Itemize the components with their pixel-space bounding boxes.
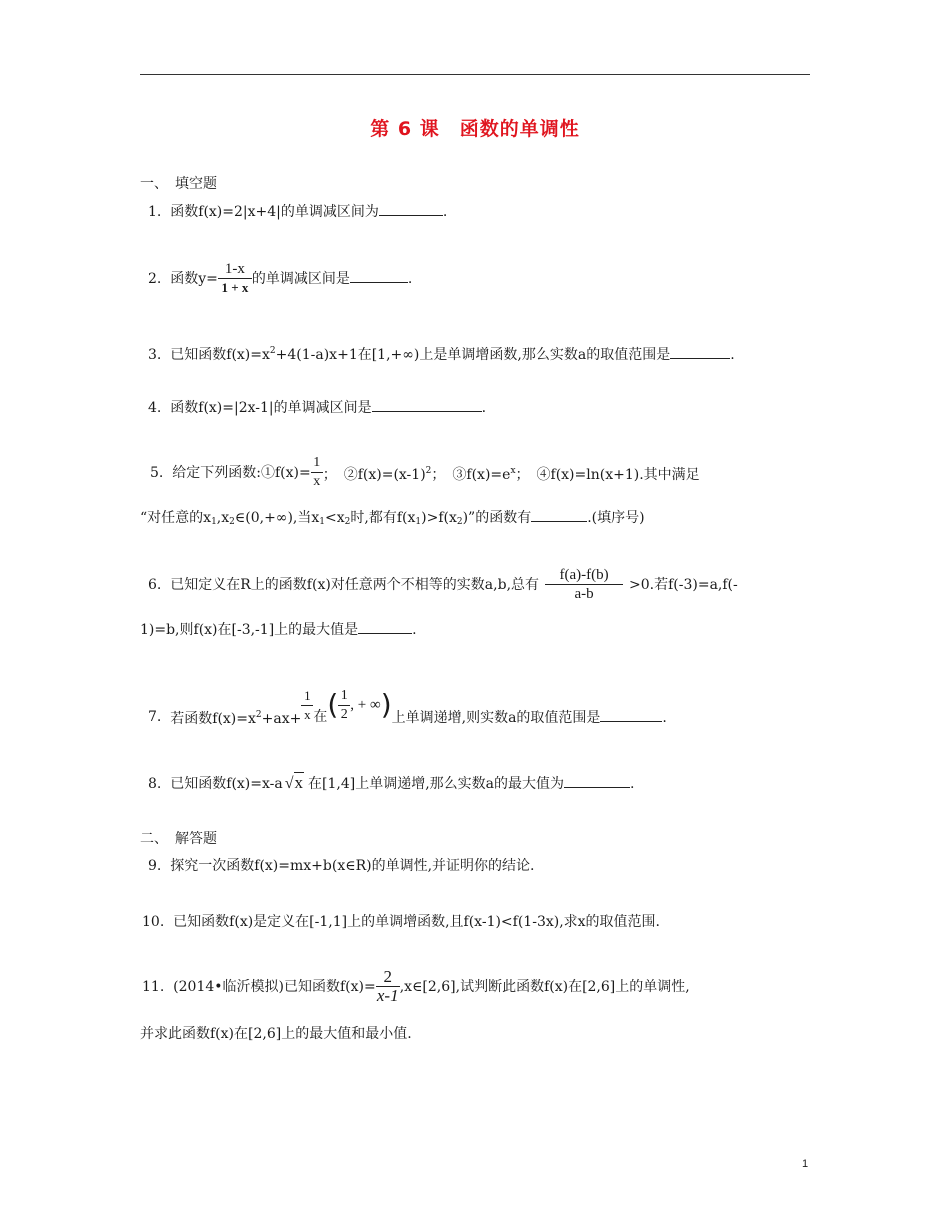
q6-pre: 已知定义在R上的函数f(x)对任意两个不相等的实数a,b,总有 bbox=[170, 576, 540, 593]
q7-interval-denominator: 2 bbox=[340, 706, 348, 722]
q9-number: 9. bbox=[148, 858, 162, 874]
page-title: 第 6 课 函数的单调性 bbox=[370, 118, 580, 140]
q5-sub1: 1 bbox=[211, 517, 217, 527]
question-4 bbox=[148, 398, 486, 418]
question-8 bbox=[148, 773, 634, 794]
q11-frac-numerator: 2 bbox=[383, 967, 392, 986]
q5-sub5: 1 bbox=[415, 517, 422, 527]
q11-frac-denominator: x-1 bbox=[376, 986, 399, 1005]
q5-l2b: ,x bbox=[216, 510, 230, 526]
q2-end: . bbox=[407, 271, 413, 287]
q6-end: . bbox=[412, 622, 417, 638]
question-10 bbox=[142, 912, 660, 932]
q5-l2f: )>f(x bbox=[421, 510, 457, 526]
question-3 bbox=[148, 341, 735, 365]
question-6-line-2 bbox=[140, 620, 417, 640]
q4-text: 函数f(x)=|2x-1|的单调减区间是 bbox=[170, 400, 372, 416]
q3-post: +4(1-a)x+1在[1,+∞)上是单调增函数,那么实数a的取值范围是 bbox=[275, 347, 671, 363]
q4-end: . bbox=[481, 400, 487, 416]
q2-number: 2. bbox=[148, 270, 162, 287]
question-1 bbox=[148, 202, 447, 222]
q8-sqrt bbox=[285, 773, 304, 794]
q7-interval bbox=[327, 687, 391, 724]
q7-mid: +ax+ bbox=[261, 711, 302, 727]
q7-pre: 若函数f(x)=x bbox=[170, 711, 256, 727]
q2-frac-denominator: 1 + x bbox=[221, 280, 249, 295]
q5-l2a: “对任意的x bbox=[140, 510, 212, 526]
q2-frac-numerator: 1-x bbox=[224, 261, 245, 277]
q7-answer-blank bbox=[600, 708, 662, 722]
q7-interval-fraction bbox=[338, 687, 350, 724]
question-2 bbox=[148, 260, 412, 297]
q4-number: 4. bbox=[148, 400, 162, 416]
q2-answer-blank bbox=[350, 269, 408, 283]
question-5-line-1 bbox=[150, 454, 700, 491]
q8-post: 在[1,4]上单调递增,那么实数a的最大值为 bbox=[308, 776, 565, 792]
q10-number: 10. bbox=[142, 914, 165, 930]
q9-text: 探究一次函数f(x)=mx+b(x∈R)的单调性,并证明你的结论. bbox=[170, 858, 535, 874]
question-11-line-2 bbox=[140, 1024, 412, 1044]
q5-sub3: 1 bbox=[319, 517, 326, 527]
q7-end: . bbox=[662, 709, 667, 726]
q6-number: 6. bbox=[148, 576, 162, 593]
q7-left-paren-icon: ( bbox=[327, 688, 339, 721]
question-5-line-2 bbox=[140, 508, 645, 532]
q10-text: 已知函数f(x)是定义在[-1,1]上的单调增函数,且f(x-1)<f(1-3x),求x的取值范围. bbox=[173, 914, 661, 930]
q7-sup: 2 bbox=[255, 710, 262, 720]
q5-p3: ； ③f(x)=e bbox=[431, 466, 511, 483]
q6-post: >0.若f(-3)=a,f(- bbox=[629, 576, 738, 593]
q11-fraction bbox=[376, 968, 400, 1005]
q6-answer-blank bbox=[358, 620, 412, 634]
q11-post: ,x∈[2,6],试判断此函数f(x)在[2,6]上的单调性, bbox=[399, 978, 690, 995]
section-answer: 二、 解答题 bbox=[140, 831, 217, 847]
q3-pre: 已知函数f(x)=x bbox=[170, 347, 270, 363]
q5-number: 5. bbox=[150, 464, 164, 481]
q8-radical-icon: √ bbox=[284, 775, 294, 792]
q11-number: 11. bbox=[142, 978, 165, 995]
q11-pre: (2014•临沂模拟)已知函数f(x)= bbox=[173, 978, 376, 995]
q6-frac-numerator: f(a)-f(b) bbox=[559, 567, 609, 583]
q7-zai: 在 bbox=[313, 709, 328, 725]
q1-answer-blank bbox=[379, 202, 443, 216]
q5-l2e: 时,都有f(x bbox=[350, 510, 416, 526]
section-fill-in: 一、 填空题 bbox=[140, 176, 217, 192]
question-9 bbox=[148, 856, 534, 876]
q8-pre: 已知函数f(x)=x-a bbox=[170, 776, 283, 792]
q3-sup: 2 bbox=[269, 346, 276, 356]
q5-l2g: )”的函数有 bbox=[462, 510, 532, 526]
q2-pre: 函数y= bbox=[170, 270, 218, 287]
q7-frac-numerator: 1 bbox=[304, 687, 311, 703]
q5-sub2: 2 bbox=[229, 517, 235, 527]
q5-sub4: 2 bbox=[344, 517, 351, 527]
q5-answer-blank bbox=[531, 508, 587, 522]
q1-text: 函数f(x)=2|x+4|的单调减区间为 bbox=[170, 204, 379, 220]
q5-pre: 给定下列函数:①f(x)= bbox=[172, 464, 311, 481]
q3-end: . bbox=[730, 347, 735, 363]
q5-sup2: 2 bbox=[425, 465, 432, 476]
q8-sqrt-arg: x bbox=[294, 773, 304, 792]
q7-number: 7. bbox=[148, 709, 162, 725]
q1-end: . bbox=[442, 204, 448, 220]
q11-l2: 并求此函数f(x)在[2,6]上的最大值和最小值. bbox=[140, 1026, 412, 1042]
q7-interval-numerator: 1 bbox=[340, 687, 348, 703]
question-11-line-1 bbox=[142, 968, 690, 1005]
q6-frac-denominator: a-b bbox=[574, 586, 594, 602]
q5-frac-numerator: 1 bbox=[313, 455, 321, 470]
q5-l2c: ∈(0,+∞),当x bbox=[234, 510, 320, 526]
q8-number: 8. bbox=[148, 776, 162, 792]
q5-fraction bbox=[311, 454, 323, 491]
q3-answer-blank bbox=[670, 345, 730, 359]
q7-fraction bbox=[301, 687, 313, 724]
q6-l2: 1)=b,则f(x)在[-3,-1]上的最大值是 bbox=[140, 622, 359, 638]
q3-number: 3. bbox=[148, 347, 162, 363]
q5-end: .(填序号) bbox=[587, 510, 645, 526]
q8-end: . bbox=[630, 776, 635, 792]
q8-answer-blank bbox=[564, 774, 630, 788]
q5-p2: ； ②f(x)=(x-1) bbox=[322, 466, 426, 483]
q5-frac-denominator: x bbox=[313, 474, 321, 489]
q7-interval-tail: , + ∞ bbox=[350, 697, 381, 713]
question-6-line-1 bbox=[148, 566, 738, 603]
q5-sup3: x bbox=[510, 465, 516, 476]
q2-post: 的单调减区间是 bbox=[251, 271, 350, 287]
q4-answer-blank bbox=[372, 398, 482, 412]
q2-fraction bbox=[218, 260, 252, 297]
q5-sub6: 2 bbox=[456, 517, 463, 527]
q6-fraction bbox=[545, 566, 623, 603]
header-rule bbox=[140, 74, 810, 75]
q7-frac-denominator: x bbox=[304, 706, 311, 722]
q7-right-paren-icon: ) bbox=[380, 688, 392, 721]
page-number: 1 bbox=[802, 1158, 809, 1170]
question-7 bbox=[148, 678, 667, 728]
q5-l2d: <x bbox=[325, 510, 345, 526]
q1-number: 1. bbox=[148, 204, 162, 220]
q7-post: 上单调递增,则实数a的取值范围是 bbox=[391, 709, 601, 726]
q5-p4: ； ④f(x)=ln(x+1).其中满足 bbox=[515, 466, 700, 483]
